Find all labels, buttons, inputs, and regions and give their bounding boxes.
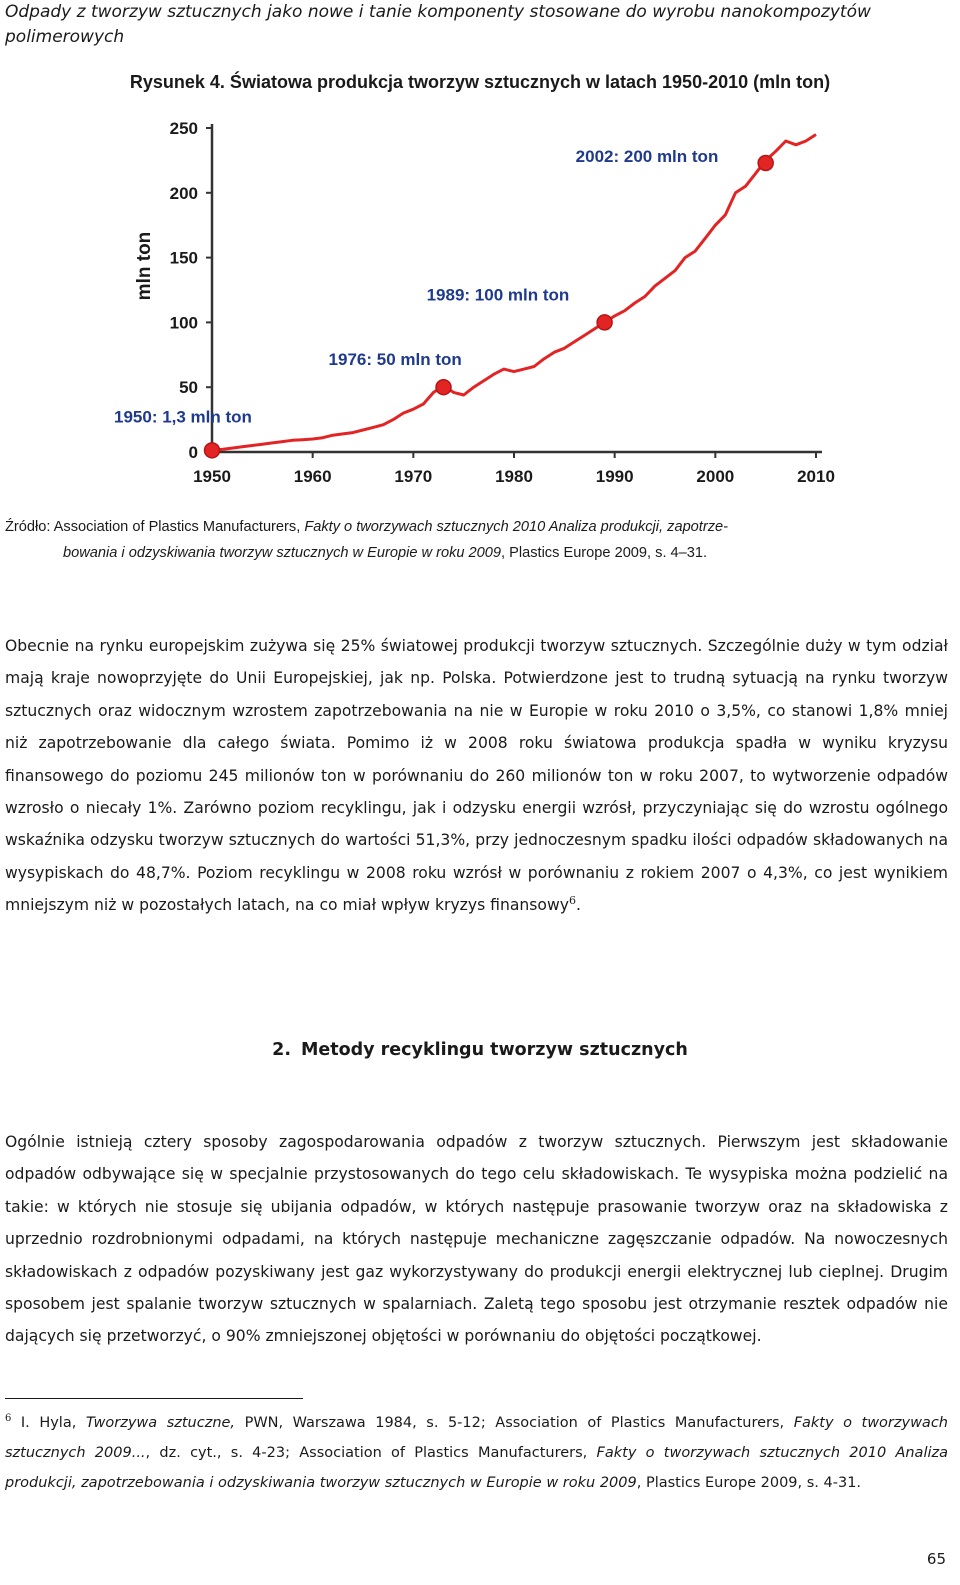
y-tick-label: 0 bbox=[188, 443, 198, 462]
data-marker bbox=[597, 315, 612, 330]
x-tick-label: 1980 bbox=[495, 467, 533, 486]
chart-svg bbox=[100, 108, 860, 503]
marker-label: 1989: 100 mln ton bbox=[426, 285, 570, 305]
running-header: Odpady z tworzyw sztucznych jako nowe i tanie komponenty stosowane do wyrobu nanokompozytów polimerowych bbox=[5, 2, 871, 47]
marker-label: 1976: 50 mln ton bbox=[328, 350, 462, 370]
source-lead: Źródło: Association of Plastics Manufacturers, bbox=[5, 519, 305, 535]
y-axis-label: mln ton bbox=[134, 231, 155, 301]
footnote-title-1: Tworzywa sztuczne, bbox=[85, 1415, 236, 1431]
y-tick-label: 200 bbox=[169, 183, 198, 203]
data-marker bbox=[436, 380, 451, 395]
source-tail: , Plastics Europe 2009, s. 4–31. bbox=[501, 545, 708, 561]
footnote-number: 6 bbox=[5, 1413, 12, 1425]
marker-label: 2002: 200 mln ton bbox=[575, 146, 719, 166]
footnote-text-1: I. Hyla, bbox=[11, 1415, 86, 1431]
y-tick-label: 100 bbox=[169, 313, 198, 333]
marker-label: 1950: 1,3 mln ton bbox=[114, 407, 252, 427]
footnote-ref[interactable]: 6 bbox=[568, 894, 576, 908]
source-title-line2: bowania i odzyskiwania tworzyw sztucznych w Europie w roku 2009 bbox=[63, 545, 502, 561]
x-tick-label: 1970 bbox=[394, 467, 433, 486]
section-number: 2. bbox=[272, 1040, 291, 1060]
figure-source bbox=[5, 514, 953, 566]
footnote-text-3: , dz. cyt., s. 4-23; Association of Plastics Manufacturers, bbox=[145, 1445, 597, 1461]
figure-title: Rysunek 4. Światowa produkcja tworzyw sztucznych w latach 1950-2010 (mln ton) bbox=[129, 72, 831, 92]
footnote-title-3: Fakty o tworzywach sztucznych 2010 Analiza produkcji, zapotrzebowania i odzyskiwania tworzyw sztucznych w Europie w roku 2009 bbox=[5, 1445, 948, 1491]
x-tick-label: 1960 bbox=[293, 467, 332, 486]
footnote-separator bbox=[5, 1398, 303, 1399]
paragraph-1-text: Obecnie na rynku europejskim zużywa się 25% światowej produkcji tworzyw sztucznych. Szczególnie duży w tym odział mają kraje nowoprzyjęte do Unii Europejskiej, jak np. Polska. Potwierdzone jest to trudną sytuacją na rynku tworzyw sztucznych oraz widocznym wzrostem zapotrzebowania na nie w Europie w roku 2010 o 3,5%, co stanowi 1,8% mniej niż zapotrzebowanie dla całego świata. Pomimo iż w 2008 roku światowa produkcja spadła w wyniku kryzysu finansowego do poziomu 245 milionów ton w porównaniu do 260 milionów ton w roku 2007, to wytworzenie odpadów wzrosło o niecały 1%. Zarówno poziom recyklingu, jak i odzysku energii wzrósł, przyczyniając się do wzrostu ogólnego wskaźnika odzysku tworzyw sztucznych do wartości 51,3%, przy jednoczesnym spadku ilości odpadów składowanych na wysypiskach do 48,7%. Poziom recyklingu w 2008 roku wzrósł w porównaniu z rokiem 2007 o 4,3%, co jest wynikiem mniejszym niż w pozostałych latach, na co miał wpływ kryzys finansowy bbox=[5, 637, 948, 915]
x-tick-label: 2010 bbox=[797, 467, 835, 486]
footnote-6 bbox=[5, 1408, 948, 1498]
section-title: Metody recyklingu tworzyw sztucznych bbox=[300, 1040, 688, 1060]
footnote-title-2: Fakty o tworzywach sztucznych 2009... bbox=[5, 1415, 948, 1461]
x-tick-label: 1990 bbox=[595, 467, 634, 486]
body-paragraph-2: Ogólnie istnieją cztery sposoby zagospodarowania odpadów z tworzyw sztucznych. Pierwszym jest składowanie odpadów odbywające się w specjalnie przystosowanych do tego celu składowiskach. Te wysypiska można podzielić na takie: w których nie stosuje się ubijania odpadów, w których następuje prasowanie tworzyw oraz na składowiska z uprzednio rozdrobnionymi odpadami, na których następuje mechaniczne zagęszczanie odpadów. Na nowoczesnych składowiskach z odpadów pozyskiwany jest gaz wykorzystywany do produkcji energii elektrycznej lub cieplnej. Drugim sposobem jest spalanie tworzyw sztucznych w spalarniach. Zaletą tego sposobu jest otrzymanie resztek odpadów nie dających się przetworzyć, o 90% zmniejszonej objętości w porównaniu do objętości początkowej. bbox=[5, 1133, 948, 1346]
y-tick-label: 50 bbox=[179, 378, 198, 398]
x-tick-label: 2000 bbox=[696, 467, 735, 486]
data-marker bbox=[758, 155, 773, 170]
body-paragraph-1 bbox=[5, 630, 948, 922]
section-heading bbox=[0, 1040, 960, 1060]
paragraph-1-end: . bbox=[575, 896, 581, 915]
page-number: 65 bbox=[926, 1550, 946, 1568]
footnote-text-2: PWN, Warszawa 1984, s. 5-12; Association of Plastics Manufacturers, bbox=[235, 1415, 794, 1431]
source-title-line1: Fakty o tworzywach sztucznych 2010 Analiza produkcji, zapotrze- bbox=[304, 519, 728, 535]
y-tick-label: 150 bbox=[169, 248, 198, 268]
x-tick-label: 1950 bbox=[193, 467, 231, 486]
data-marker bbox=[205, 443, 220, 458]
footnote-text-4: , Plastics Europe 2009, s. 4-31. bbox=[636, 1475, 862, 1491]
production-chart bbox=[100, 108, 860, 503]
y-tick-label: 250 bbox=[169, 119, 198, 138]
